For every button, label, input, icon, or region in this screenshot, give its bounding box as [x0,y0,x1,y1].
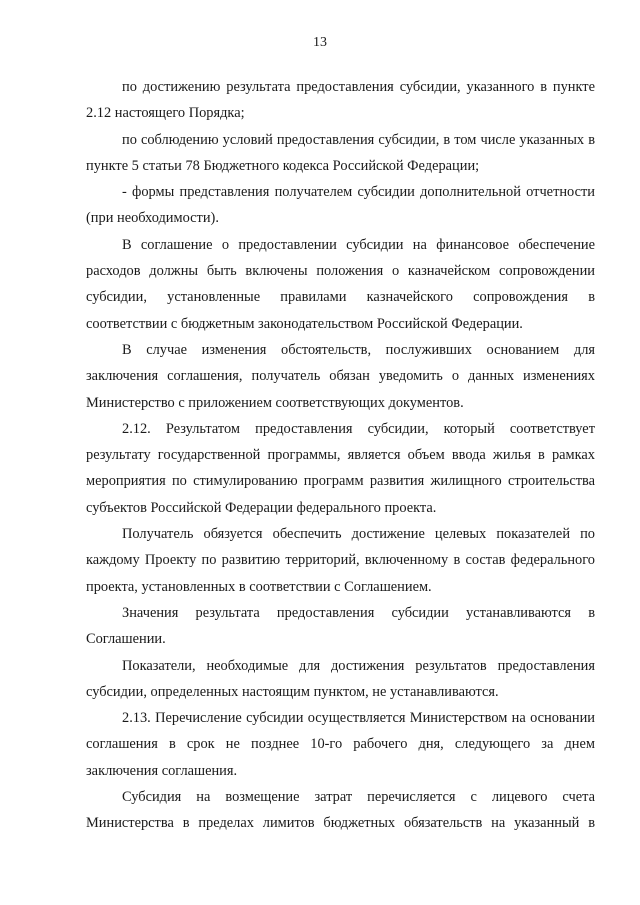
paragraph: В соглашение о предоставлении субсидии на финансовое обеспечение расходов должны быть включены положения о казначейском сопровождении субсидии, установленные правилами казначейского сопровождения в соответствии с бюджетным законодательством Российской Федерации. [86,236,595,332]
document-body [86,74,595,837]
paragraph: Получатель обязуется обеспечить достижение целевых показателей по каждому Проекту по развитию территорий, включенному в состав федерального проекта, установленных в соответствии с Соглашением. [86,526,595,595]
paragraph: Показатели, необходимые для достижения результатов предоставления субсидии, определенных настоящим пунктом, не устанавливаются. [86,657,595,700]
paragraph: по достижению результата предоставления субсидии, указанного в пункте 2.12 настоящего Порядка; [86,79,595,122]
paragraph: Субсидия на возмещение затрат перечисляется с лицевого счета Министерства в пределах лимитов бюджетных обязательств на указанный в [86,789,595,832]
paragraph: 2.13. Перечисление субсидии осуществляется Министерством на основании соглашения в срок не позднее 10-го рабочего дня, следующего за днем заключения соглашения. [86,710,595,779]
paragraph: В случае изменения обстоятельств, послуживших основанием для заключения соглашения, получатель обязан уведомить о данных изменениях Министерство с приложением соответствующих документов. [86,341,595,411]
paragraph: 2.12. Результатом предоставления субсидии, который соответствует результату государственной программы, является объем ввода жилья в рамках мероприятия по стимулированию программ развития жилищного строительства субъектов Российской Федерации федерального проекта. [86,420,595,516]
paragraph: по соблюдению условий предоставления субсидии, в том числе указанных в пункте 5 статьи 78 Бюджетного кодекса Российской Федерации; [86,131,595,174]
paragraph: Значения результата предоставления субсидии устанавливаются в Соглашении. [86,604,595,648]
page-number: 13 [313,35,327,50]
paragraph: - формы представления получателем субсидии дополнительной отчетности (при необходимости). [86,184,595,227]
